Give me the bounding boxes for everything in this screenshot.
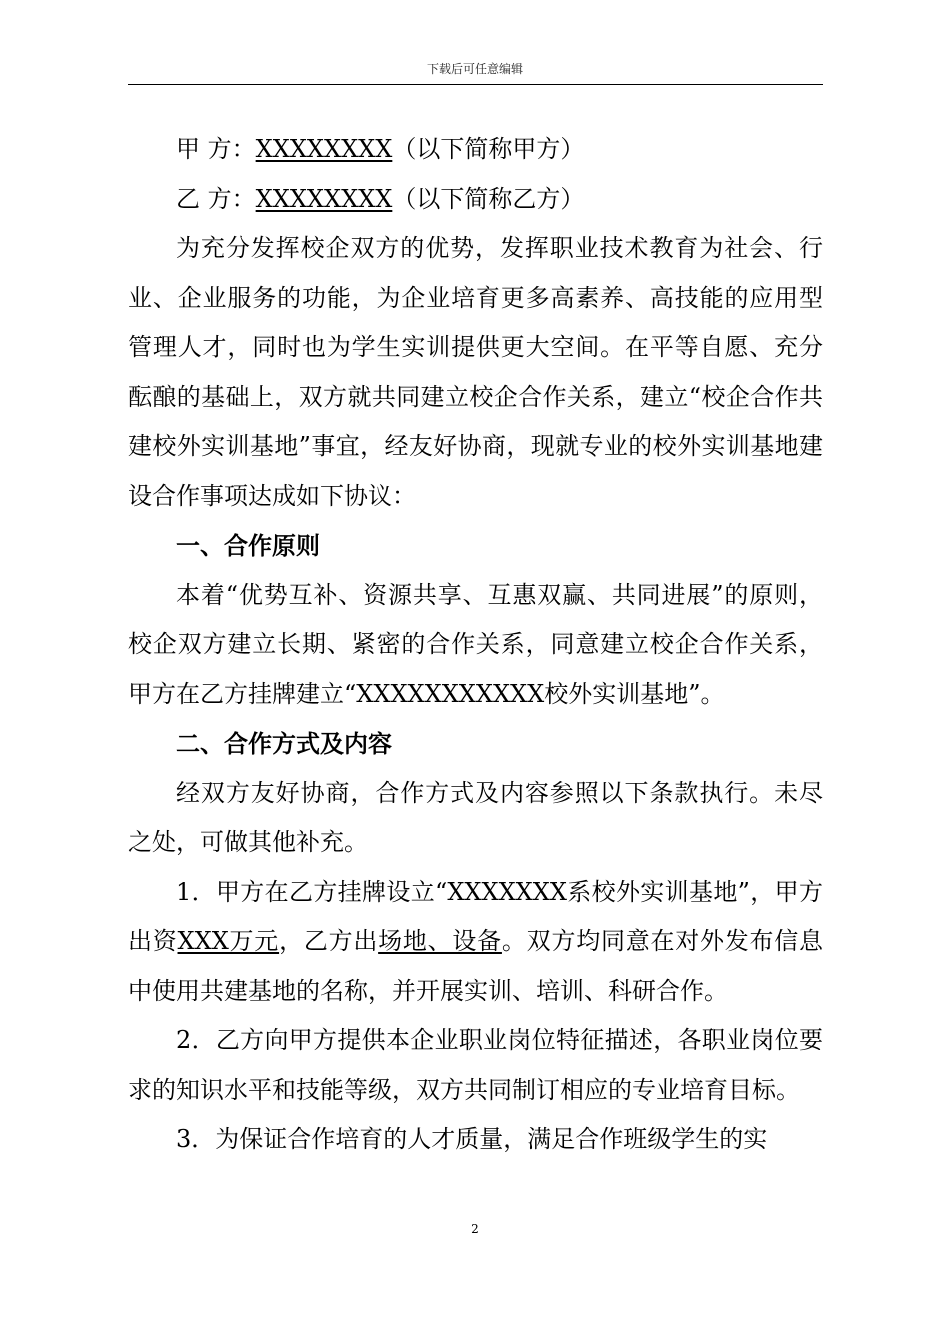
party-b-name: XXXXXXXX xyxy=(255,184,393,213)
clause-1-resources: 场地、设备 xyxy=(378,927,502,955)
clause-2: 2．乙方向甲方提供本企业职业岗位特征描述，各职业岗位要求的知识水平和技能等级，双方共同制订相应的专业培育目标。 xyxy=(128,1026,823,1104)
party-a-suffix: （以下简称甲方） xyxy=(392,135,585,163)
party-a-line xyxy=(128,125,823,175)
header-divider xyxy=(128,84,823,85)
clause-1-before: 1．甲方在乙方挂牌设立“XXXXXXX系校外实训基地”，甲方出资 xyxy=(128,877,823,955)
page-number: 2 xyxy=(471,1222,479,1236)
party-b-line xyxy=(128,175,823,225)
party-a-label: 甲 方： xyxy=(176,135,256,163)
section-heading-principles: 一、合作原则 xyxy=(176,531,320,560)
clause-1 xyxy=(128,868,823,1017)
clause-1-amount: XXX万元 xyxy=(177,927,280,955)
document-body xyxy=(128,125,823,1165)
party-a-name: XXXXXXXX xyxy=(255,135,393,163)
section-heading-methods: 二、合作方式及内容 xyxy=(176,729,392,758)
methods-paragraph: 经双方友好协商，合作方式及内容参照以下条款执行。未尽之处，可做其他补充。 xyxy=(128,778,823,856)
intro-paragraph: 为充分发挥校企双方的优势，发挥职业技术教育为社会、行业、企业服务的功能，为企业培育更多高素养、高技能的应用型管理人才，同时也为学生实训提供更大空间。在平等自愿、充分酝酿的基础上，双方就共同建立校企合作关系，建立“校企合作共建校外实训基地”事宜，经友好协商，现就专业的校外实训基地建设合作事项达成如下协议： xyxy=(128,234,823,510)
page-header: 下载后可任意编辑 xyxy=(426,62,523,76)
clause-3: 3．为保证合作培育的人才质量，满足合作班级学生的实 xyxy=(176,1125,768,1153)
clause-1-after: 。双方均同意在对外发布信息中使用共建基地的名称，并开展实训、培训、科研合作。 xyxy=(128,927,824,1005)
clause-1-mid: ，乙方出 xyxy=(279,927,379,955)
party-b-suffix: （以下简称乙方） xyxy=(392,184,585,213)
principles-paragraph: 本着“优势互补、资源共享、互惠双赢、共同进展”的原则，校企双方建立长期、紧密的合作关系，同意建立校企合作关系，甲方在乙方挂牌建立“XXXXXXXXXXX校外实训基地”。 xyxy=(128,580,823,708)
party-b-label: 乙 方： xyxy=(176,184,256,213)
